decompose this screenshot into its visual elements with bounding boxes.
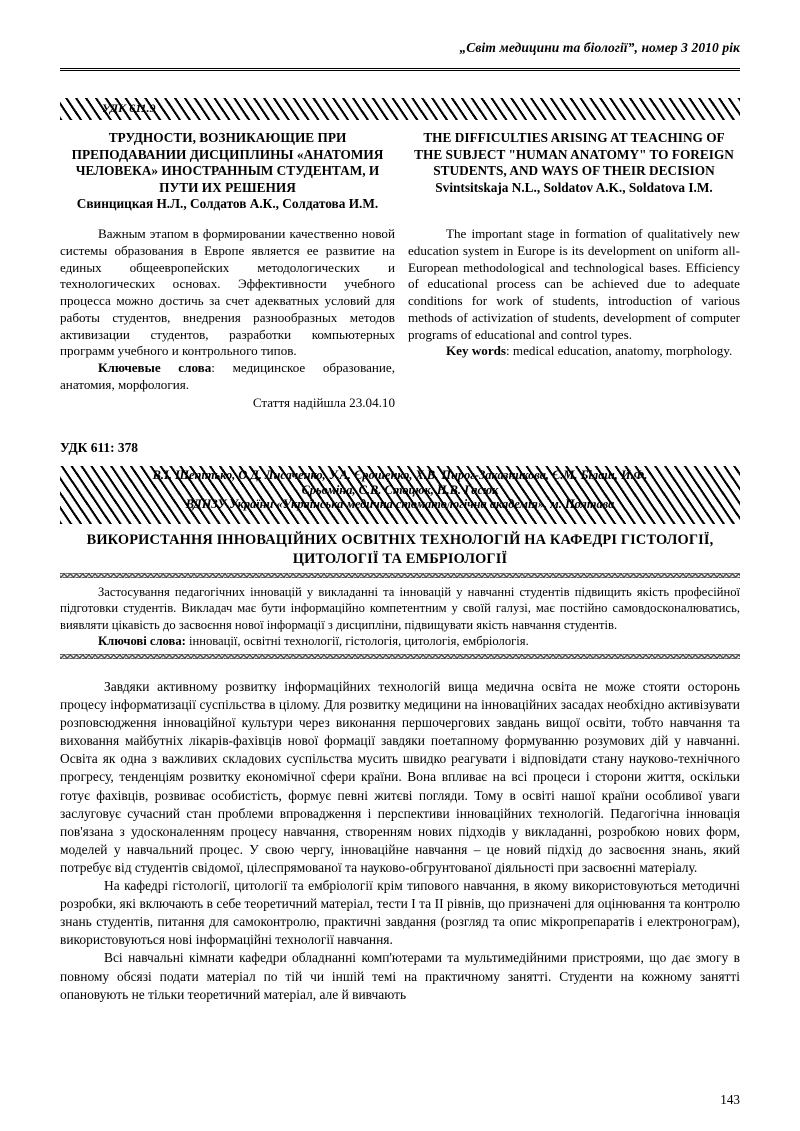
article2-body-paragraph: Завдяки активному розвитку інформаційних технологій вища медична освіта не може стояти осторонь процесу інформатизації суспільства в цілому. Для розвитку медицини на інноваційних засадах необхідно активізувати розповсюдження інноваційної культури через виконання першочергових завдань вищої освіти, тобто навчання та виховання майбутніх лікарів-фахівців нової формації завдяки поетапному формуванню розумових дій у навчанні. Освіта як одна з важливих складових суспільства мусить швидко реагувати і відповідати стану науково-технічного прогресу, тенденціям розвитку економічної сфери країни. Вона впливає на всі процеси і сторони життя, оскільки готує фахівців, розвиває особистість, формує певні житєві погляди. Тому в освіті нашої країни особливої уваги заслуговує сучасний стан проблеми впровадження і перспективи інноваційних технологій. Педагогічна інновація пов'язана з удосконаленням процесу навчання, створенням нових підходів у викладанні, розробкою нових форм, моделей у навчальний процес. У свою чергу, інноваційне навчання – це новий підхід до засвоєння знань, який потребує від студентів свідомої, цілеспрямованої та науково-обгрунтованої діяльності при засвоєнні матеріалу. [60,679,740,875]
abstract-top-wavy-rule [60,573,740,581]
page-number: 143 [720,1092,740,1107]
article1-keywords-text-en: : medical education, anatomy, morphology. [506,343,733,359]
running-head: „Світ медицини та біології”, номер 3 2010 рік [459,40,740,55]
article1-keywords-en [408,343,740,360]
article2-authors-line1: В.І. Шепітько, О.Д. Лисаченко, У.А. Єрошенко, Х.В. Пирог-Заказникова, Є.М. Білаш, И.Ф. [152,468,648,482]
article2-abstract: Застосування педагогічних інновацій у викладанні та інновацій у навчанні студентів підвищить якість професійної підготовки студентів. Викладач має бути інформаційно компетентним у своїй галузі, має постійно самовдосконалюватись, виявляти цікавість до засвоєння нової інформації з дисципліни, підвищувати якість навчання студентів. [60,585,740,632]
article2-affiliation: ВДНЗУ України «Українська медична стоматологічна академія», м. Полтава [185,497,615,512]
article1-udc-text: УДК 611.9 [102,101,156,115]
article1-title-ru: ТРУДНОСТИ, ВОЗНИКАЮЩИЕ ПРИ ПРЕПОДАВАНИИ ДИСЦИПЛИНЫ «АНАТОМИЯ ЧЕЛОВЕКА» ИНОСТРАННЫМ СТУДЕНТАМ, И ПУТИ ИХ РЕШЕНИЯ [71,130,384,195]
article2-body [60,678,740,1004]
article1-received-date: Стаття надійшла 23.04.10 [252,394,395,410]
article1-keywords-ru [60,360,395,394]
article1-abstract-ru: Важным этапом в формировании качественно новой системы образования в Европе является ее развитие на единых общеевропейских методологических и технологических основах. Эффективности учебного процесса можно достичь за счет адекватных условий для работы студентов, внедрения разнообразных методов активизации студентов, разработки компьютерных программ учебного и контрольного типов. [60,226,395,359]
header-rule [60,68,740,71]
article2-keywords [60,633,740,649]
abstract-bottom-wavy-rule [60,654,740,662]
article1-abstract-en-wrap [408,226,740,360]
article1-keywords-label-ru: Ключевые слова [98,360,212,375]
article1-keywords-text-ru: : медицинское образование, анатомия, морфология. [60,360,395,392]
article2-authors-line2: Єрьоміна, С.В. Стоцюк, Н.В. Гасюк [301,482,499,497]
article1-abstract-en: The important stage in formation of qualitatively new education system in Europe is its development on uniform all-European methodological and technological bases. Efficiency of educational process can be achieved due to adequate conditions for work of students, introduction of various methods of activization of students, development of computer programs of educational and control types. [408,226,740,342]
article2-body-paragraph: Всі навчальні кімнати кафедри обладнанні комп'ютерами та мультимедійними пристроями, що дає змогу в повному обсязі подати матеріал по тій чи іншій темі на практичному занятті. Студенти на кожному занятті опановують не тільки теоретичний матеріал, але й вивчають [60,950,740,1002]
article1-title-en: THE DIFFICULTIES ARISING AT TEACHING OF THE SUBJECT "HUMAN ANATOMY" TO FOREIGN STUDENTS, AND WAYS OF THEIR DECISION [414,130,734,179]
article2-title: ВИКОРИСТАННЯ ІННОВАЦІЙНИХ ОСВІТНІХ ТЕХНОЛОГІЙ НА КАФЕДРІ ГІСТОЛОГІЇ, ЦИТОЛОГІЇ ТА ЕМБРІОЛОГІЇ [86,532,714,568]
article2-authors-hatched-band [60,466,740,524]
article1-udc-hatched-band [60,98,740,120]
article2-abstract-block [60,584,740,649]
article2-body-paragraph: На кафедрі гістології, цитології та ембріології крім типового навчання, в якому використовуються методичні розробки, які включають в себе теоретичний матеріал, тести I та II рівнів, що призначені для оцінювання та контролю знань студентів, питання для самоконтролю, практичні завдання (розгляд та опис мікропрепаратів і електронограм), використовуються нові інформаційні технології навчання. [60,878,740,948]
article1-keywords-label-en: Key words [446,343,507,359]
article2-keywords-text: інновації, освітні технології, гістологія, цитологія, ембріологія. [185,634,529,649]
article1-abstract-ru-wrap [60,226,395,411]
article1-right-column [408,130,740,196]
article1-left-column [60,130,395,213]
article1-authors-ru: Свинцицкая Н.Л., Солдатов А.К., Солдатова И.М. [76,196,379,212]
article2-udc: УДК 611: 378 [60,440,138,455]
article1-authors-en: Svintsitskaja N.L., Soldatov A.K., Soldatova I.M. [435,179,713,195]
article2-keywords-label: Ключові слова: [98,634,186,649]
